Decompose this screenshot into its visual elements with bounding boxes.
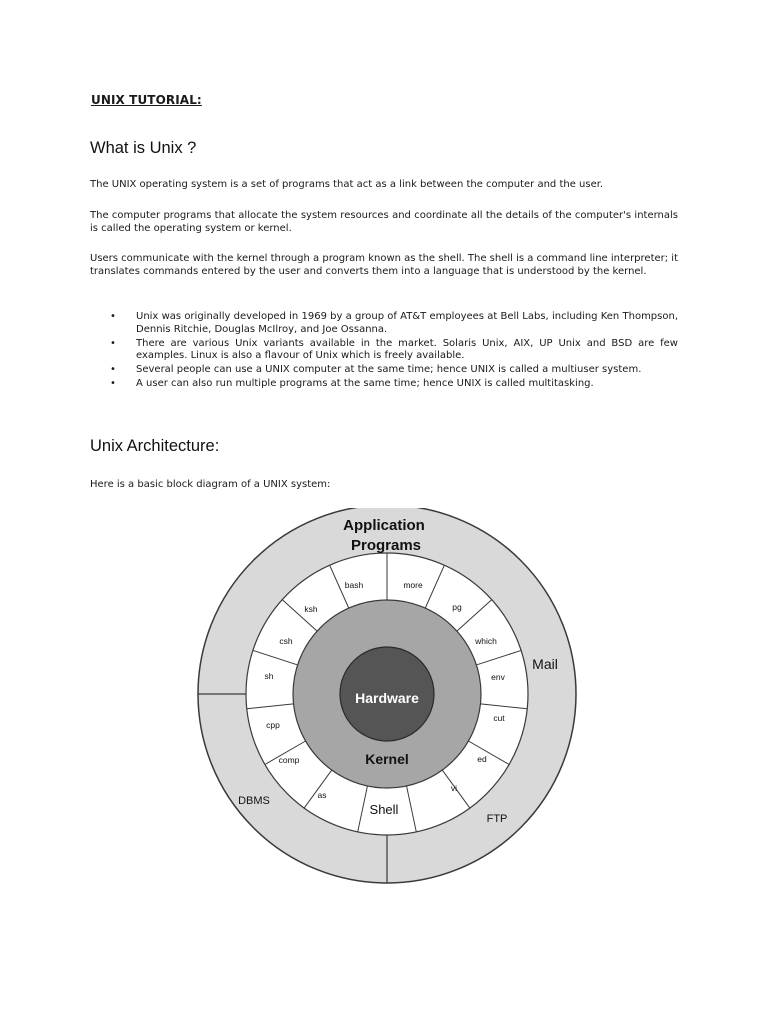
document-heading: UNIX TUTORIAL:	[91, 93, 202, 107]
hardware-label: Hardware	[355, 690, 419, 706]
command-cpp: cpp	[266, 720, 280, 730]
dbms-label: DBMS	[238, 795, 270, 807]
application-programs-label-line2: Programs	[350, 537, 422, 554]
section-title-unix-architecture: Unix Architecture:	[90, 437, 220, 455]
bullet-icon: •	[110, 364, 116, 376]
list-item	[90, 378, 678, 391]
mail-label: Mail	[532, 656, 558, 672]
application-programs-label-line1: Application	[343, 517, 425, 534]
command-as: as	[317, 790, 327, 800]
bullet-list	[90, 311, 678, 392]
kernel-label: Kernel	[365, 751, 409, 767]
command-ksh: ksh	[304, 604, 318, 614]
bullet-icon: •	[110, 378, 116, 390]
unix-architecture-diagram	[195, 508, 580, 893]
command-which: which	[475, 636, 497, 646]
command-more: more	[403, 580, 423, 590]
list-item	[90, 364, 678, 377]
command-sh: sh	[264, 671, 274, 681]
list-item	[90, 311, 678, 336]
paragraph-shell: Users communicate with the kernel through a program known as the shell. The shell is a command line interpreter; it translates commands entered by the user and converts them into a language that is understood by the kernel.	[90, 253, 678, 277]
list-item	[90, 338, 678, 363]
paragraph-intro: The UNIX operating system is a set of programs that act as a link between the computer and the user.	[90, 179, 604, 190]
command-ed: ed	[477, 754, 487, 764]
ftp-label: FTP	[486, 813, 508, 825]
command-bash: bash	[344, 580, 364, 590]
list-item-text: There are various Unix variants available in the market. Solaris Unix, AIX, UP Unix and BSD are few examples. Linux is also a flavour of Unix which is freely available.	[136, 337, 678, 362]
list-item-text: Several people can use a UNIX computer at the same time; hence UNIX is called a multiuser system.	[136, 364, 642, 376]
command-comp: comp	[278, 755, 300, 765]
list-item-text: A user can also run multiple programs at the same time; hence UNIX is called multitasking.	[136, 378, 594, 390]
diagram-intro: Here is a basic block diagram of a UNIX system:	[90, 479, 331, 490]
command-env: env	[491, 672, 505, 682]
command-shell: Shell	[369, 802, 399, 817]
section-title-what-is-unix: What is Unix ?	[90, 139, 197, 157]
paragraph-kernel: The computer programs that allocate the system resources and coordinate all the details of the computer's internals is called the operating system or kernel.	[90, 210, 678, 234]
list-item-text: Unix was originally developed in 1969 by a group of AT&T employees at Bell Labs, including Ken Thompson, Dennis Ritchie, Douglas McIlroy, and Joe Ossanna.	[136, 311, 678, 335]
command-pg: pg	[452, 602, 462, 612]
command-cut: cut	[493, 713, 505, 723]
command-vi: vi	[450, 783, 458, 793]
command-csh: csh	[279, 636, 293, 646]
bullet-icon: •	[110, 311, 116, 322]
bullet-icon: •	[110, 337, 116, 349]
